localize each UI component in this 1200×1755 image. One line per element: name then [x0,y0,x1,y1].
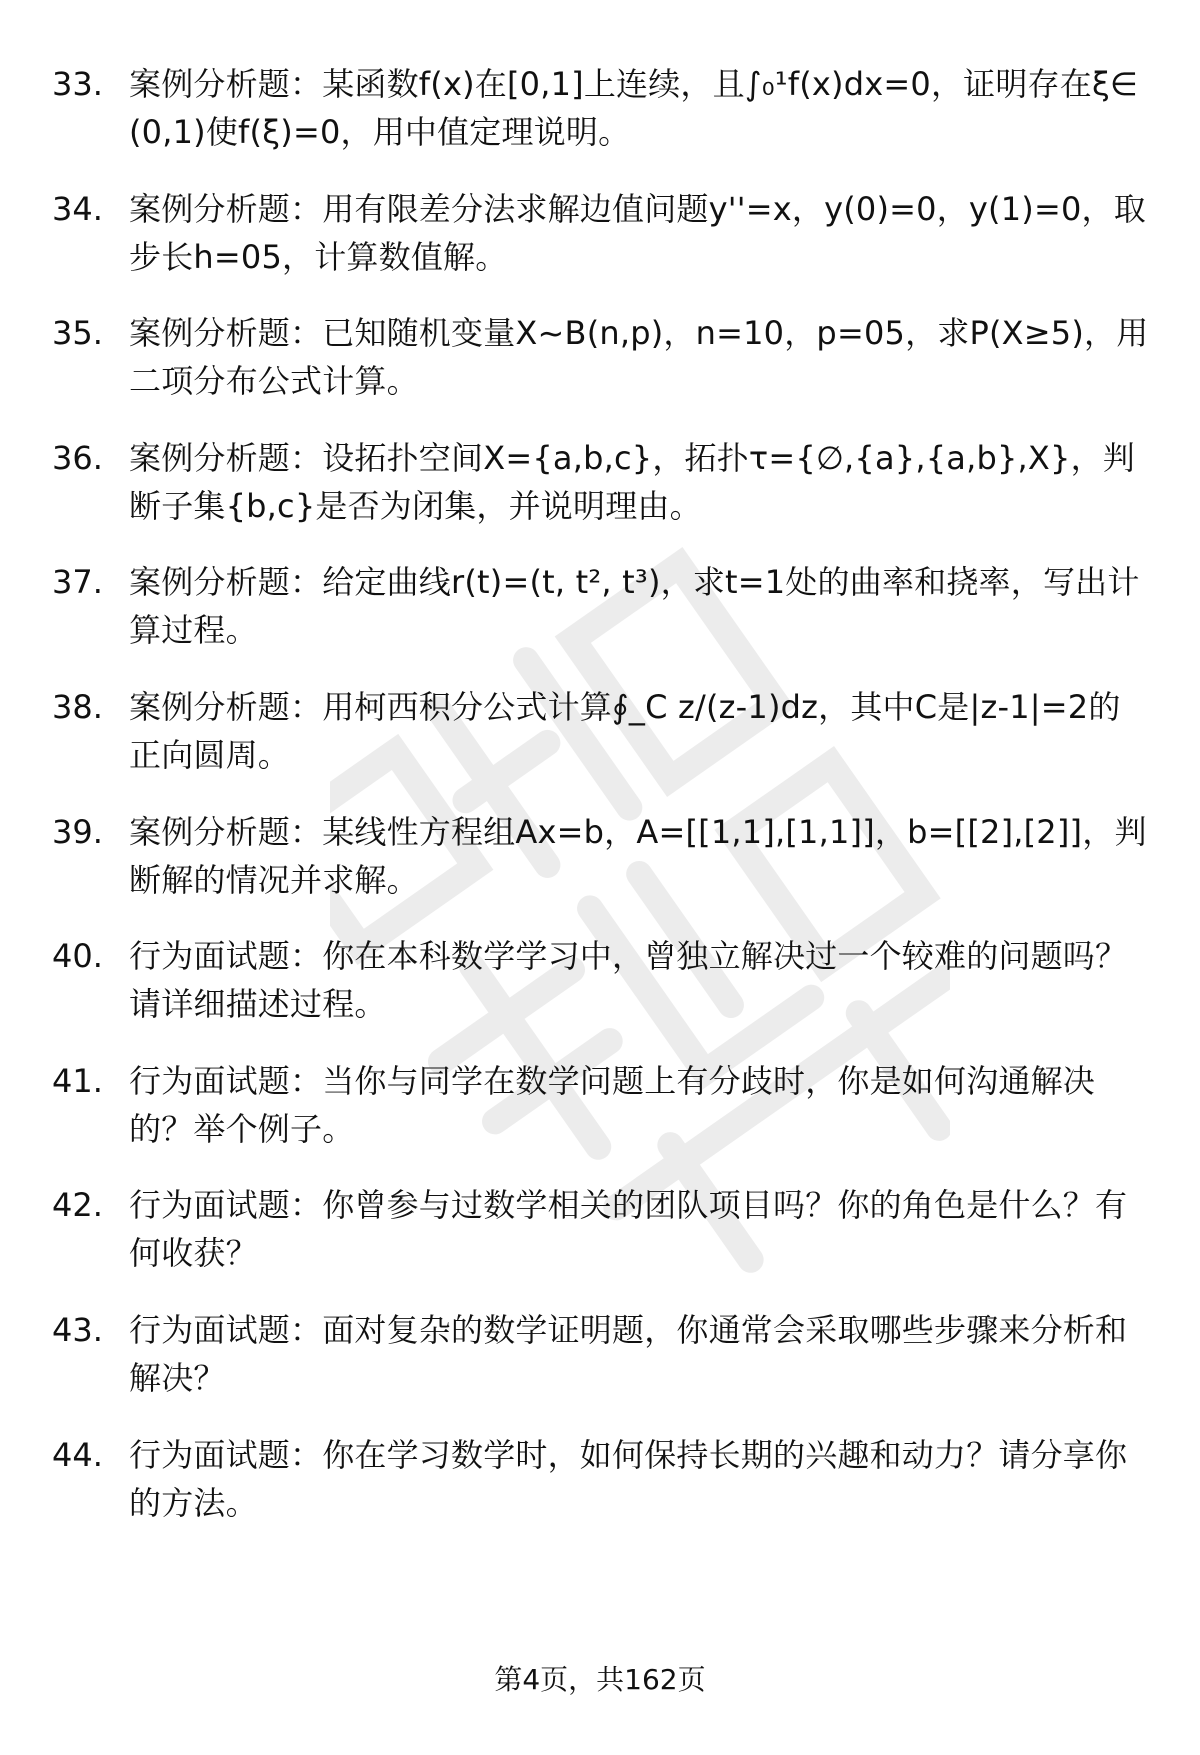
question-item [52,1306,1152,1402]
question-item [52,1057,1152,1153]
question-text: 案例分析题：用柯西积分公式计算∮_C z/(z-1)dz，其中C是|z-1|=2的正向圆周。 [129,687,1121,774]
question-text: 案例分析题：某函数f(x)在[0,1]上连续，且∫₀¹f(x)dx=0，证明存在ξ∈(0,1)使f(ξ)=0，用中值定理说明。 [129,65,1139,151]
question-number: 44. [52,1435,103,1474]
question-item [52,1431,1152,1527]
question-item [52,434,1152,530]
question-item [52,932,1152,1028]
question-number: 33. [52,65,103,103]
question-text: 行为面试题：面对复杂的数学证明题，你通常会采取哪些步骤来分析和解决？ [129,1310,1128,1397]
question-number: 40. [52,937,103,976]
page-footer [0,1660,1200,1700]
question-text: 案例分析题：设拓扑空间X={a,b,c}，拓扑τ={∅,{a},{a,b},X}，判断子集{b,c}是否为闭集，并说明理由。 [129,438,1135,525]
question-item [52,808,1152,904]
question-text: 案例分析题：某线性方程组Ax=b，A=[[1,1],[1,1]]，b=[[2],[2]]，判断解的情况并求解。 [129,812,1147,899]
question-number: 42. [52,1186,103,1225]
question-text: 案例分析题：已知随机变量X~B(n,p)，n=10，p=05，求P(X≥5)，用二项分布公式计算。 [129,314,1149,401]
question-item [52,1181,1152,1277]
question-text: 案例分析题：用有限差分法求解边值问题y''=x，y(0)=0，y(1)=0，取步长h=05，计算数值解。 [129,189,1146,276]
question-number: 39. [52,812,103,851]
question-text: 行为面试题：你在学习数学时，如何保持长期的兴趣和动力？请分享你的方法。 [129,1435,1128,1522]
question-number: 41. [52,1061,103,1100]
question-text: 案例分析题：给定曲线r(t)=(t, t², t³)，求t=1处的曲率和挠率，写出计算过程。 [129,563,1140,650]
question-item [52,60,1152,156]
question-text: 行为面试题：当你与同学在数学问题上有分歧时，你是如何沟通解决的？举个例子。 [129,1061,1096,1148]
question-item [52,558,1152,654]
question-item [52,309,1152,405]
question-number: 36. [52,438,103,477]
question-number: 43. [52,1310,103,1349]
question-text: 行为面试题：你曾参与过数学相关的团队项目吗？你的角色是什么？有何收获？ [129,1186,1128,1273]
question-item [52,185,1152,281]
question-number: 38. [52,687,103,726]
question-number: 35. [52,314,103,353]
question-item [52,683,1152,779]
question-number: 34. [52,189,103,228]
page-number-label: 第4页，共162页 [494,1663,706,1696]
question-number: 37. [52,563,103,602]
question-text: 行为面试题：你在本科数学学习中，曾独立解决过一个较难的问题吗？请详细描述过程。 [129,937,1128,1024]
question-list [52,60,1152,1555]
